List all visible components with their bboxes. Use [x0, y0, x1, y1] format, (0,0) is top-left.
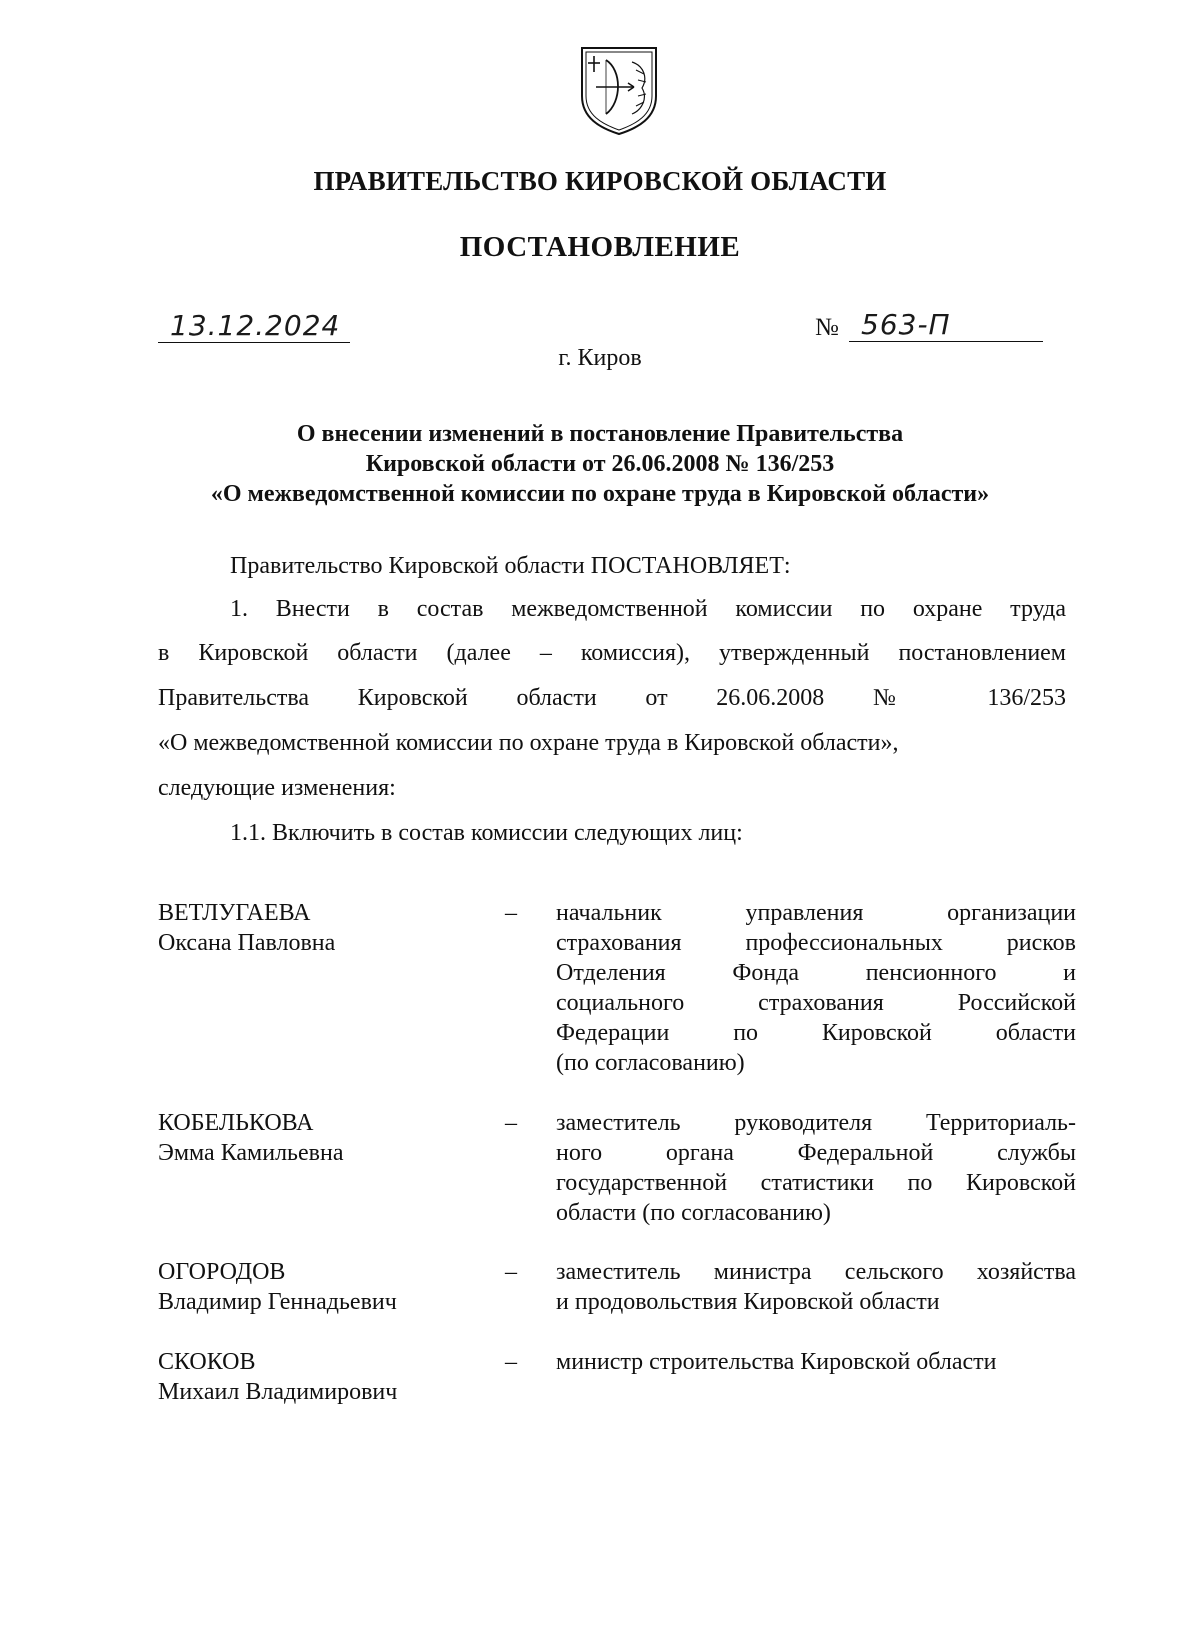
- member-dash: –: [505, 900, 517, 926]
- member-given-name: Владимир Геннадьевич: [158, 1289, 397, 1315]
- item1-line: 1. Внести в состав межведомственной комиссии по охране труда: [230, 596, 1066, 622]
- role-line: ного органа Федеральной службы: [556, 1140, 1076, 1166]
- member-surname: ВЕТЛУГАЕВА: [158, 900, 311, 926]
- organization-title: ПРАВИТЕЛЬСТВО КИРОВСКОЙ ОБЛАСТИ: [313, 166, 887, 196]
- member-role: [556, 1257, 1076, 1317]
- role-line: государственной статистики по Кировской: [556, 1170, 1076, 1196]
- role-line: министр строительства Кировской области: [556, 1349, 997, 1375]
- coat-of-arms-icon: [578, 44, 660, 136]
- item1-line: Правительства Кировской области от 26.06.2008 № 136/253: [158, 685, 1066, 711]
- member-given-name: Оксана Павловна: [158, 930, 336, 956]
- document-subject: [150, 419, 1050, 509]
- member-surname: ОГОРОДОВ: [158, 1259, 286, 1285]
- item1-line: «О межведомственной комиссии по охране труда в Кировской области»,: [158, 730, 899, 756]
- member-dash: –: [505, 1259, 517, 1285]
- document-number: 563-П: [861, 308, 951, 341]
- member-name: [158, 1108, 478, 1168]
- role-line: заместитель министра сельского хозяйства: [556, 1259, 1076, 1285]
- role-line: социального страхования Российской: [556, 990, 1076, 1016]
- item1-line: следующие изменения:: [158, 775, 396, 801]
- role-line: заместитель руководителя Территориаль-: [556, 1110, 1076, 1136]
- member-name: [158, 1347, 478, 1407]
- number-sign: №: [815, 314, 839, 341]
- role-line: страхования профессиональных рисков: [556, 930, 1076, 956]
- member-name: [158, 898, 478, 958]
- document-type-title: ПОСТАНОВЛЕНИЕ: [459, 231, 741, 263]
- member-given-name: Михаил Владимирович: [158, 1379, 398, 1405]
- member-given-name: Эмма Камильевна: [158, 1140, 344, 1166]
- member-surname: КОБЕЛЬКОВА: [158, 1110, 314, 1136]
- number-underline: [849, 305, 1043, 342]
- role-line: области (по согласованию): [556, 1200, 831, 1226]
- role-line: начальник управления организации: [556, 900, 1076, 926]
- document-date: 13.12.2024: [170, 309, 341, 342]
- role-line: Отделения Фонда пенсионного и: [556, 960, 1076, 986]
- member-dash: –: [505, 1349, 517, 1375]
- item1-line: в Кировской области (далее – комиссия), утвержденный постановлением: [158, 640, 1066, 666]
- member-role: [556, 898, 1076, 1078]
- role-line: и продовольствия Кировской области: [556, 1289, 940, 1315]
- subject-line: «О межведомственной комиссии по охране труда в Кировской области»: [210, 481, 990, 507]
- document-number-field: [815, 306, 1043, 342]
- member-surname: СКОКОВ: [158, 1349, 256, 1375]
- subject-line: О внесении изменений в постановление Правительства: [296, 421, 904, 447]
- document-date-field: [158, 306, 350, 343]
- role-line: Федерации по Кировской области: [556, 1020, 1076, 1046]
- member-dash: –: [505, 1110, 517, 1136]
- item1-1-text: 1.1. Включить в состав комиссии следующих лиц:: [230, 820, 743, 846]
- member-role: [556, 1347, 1076, 1377]
- city-label: г. Киров: [558, 345, 642, 371]
- role-line: (по согласованию): [556, 1050, 745, 1076]
- resolution-intro: Правительство Кировской области ПОСТАНОВЛЯЕТ:: [230, 553, 791, 579]
- member-name: [158, 1257, 478, 1317]
- subject-line: Кировской области от 26.06.2008 № 136/253: [365, 451, 835, 477]
- member-role: [556, 1108, 1076, 1228]
